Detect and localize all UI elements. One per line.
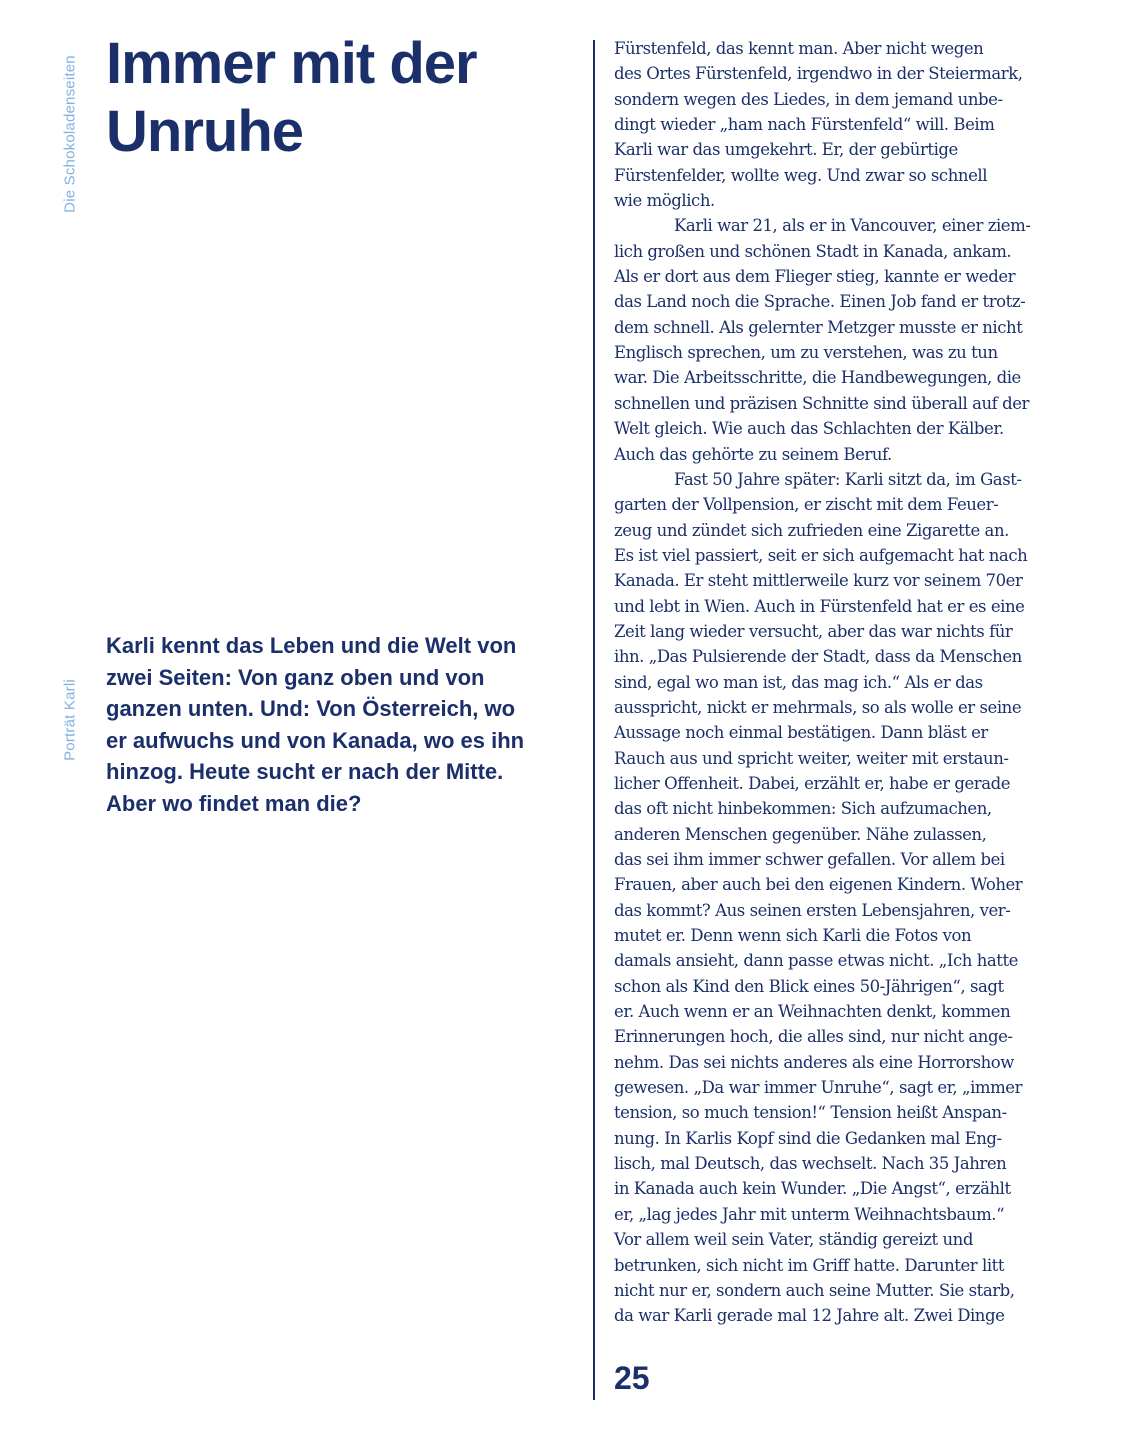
body-line: sind, egal wo man ist, das mag ich.“ Als er das	[614, 672, 983, 692]
body-line: zeug und zündet sich zufrieden eine Zigarette an.	[614, 520, 1009, 540]
body-line: nehm. Das sei nichts anderes als eine Horrorshow	[614, 1052, 1014, 1072]
body-line: dem schnell. Als gelernter Metzger musste er nicht	[614, 317, 1023, 337]
body-line: Fürstenfeld, das kennt man. Aber nicht wegen	[614, 39, 984, 58]
body-line: garten der Vollpension, er zischt mit dem Feuer-	[614, 495, 999, 515]
body-line: gewesen. „Da war immer Unruhe“, sagt er, „immer	[614, 1078, 1023, 1098]
lead-line: Karli kennt das Leben und die Welt von	[106, 633, 517, 658]
article-body	[614, 36, 1094, 1329]
body-line: Frauen, aber auch bei den eigenen Kindern. Woher	[614, 875, 1023, 895]
title-line-1: Immer mit der	[106, 31, 477, 96]
title-line-2: Unruhe	[106, 99, 303, 164]
body-line: schnellen und präzisen Schnitte sind überall auf der	[614, 393, 1029, 413]
body-line: ausspricht, nickt er mehrmals, so als wolle er seine	[614, 697, 1022, 717]
column-divider	[593, 40, 595, 1400]
page-title	[106, 30, 566, 166]
body-line: Als er dort aus dem Flieger stieg, kannte er weder	[614, 267, 1016, 287]
body-line: schon als Kind den Blick eines 50-Jährigen“, sagt	[614, 976, 1004, 996]
body-line: dingt wieder „ham nach Fürstenfeld“ will. Beim	[614, 115, 995, 135]
body-line: betrunken, sich nicht im Griff hatte. Darunter litt	[614, 1255, 1005, 1275]
body-line: Aussage noch einmal bestätigen. Dann bläst er	[614, 723, 988, 743]
body-line: sondern wegen des Liedes, in dem jemand unbe-	[614, 89, 1003, 109]
body-line: mutet er. Denn wenn sich Karli die Fotos von	[614, 926, 972, 946]
lead-line: ganzen unten. Und: Von Österreich, wo	[106, 696, 516, 721]
body-line: Es ist viel passiert, seit er sich aufgemacht hat nach	[614, 545, 1028, 565]
body-line: Auch das gehörte zu seinem Beruf.	[614, 444, 892, 464]
lead-line: zwei Seiten: Von ganz oben und von	[106, 664, 485, 690]
lead-line: Aber wo findet man die?	[106, 790, 362, 816]
section-label: Die Schokoladenseiten	[61, 55, 79, 213]
body-line: da war Karli gerade mal 12 Jahre alt. Zwei Dinge	[614, 1306, 1005, 1326]
body-line: nung. In Karlis Kopf sind die Gedanken mal Eng-	[614, 1128, 1002, 1148]
body-line: licher Offenheit. Dabei, erzählt er, habe er gerade	[614, 773, 1011, 793]
body-line: anderen Menschen gegenüber. Nähe zulassen,	[614, 824, 987, 844]
body-line: Karli war das umgekehrt. Er, der gebürtige	[614, 140, 958, 160]
body-line: und lebt in Wien. Auch in Fürstenfeld hat er es eine	[614, 596, 1025, 616]
body-line: Kanada. Er steht mittlerweile kurz vor seinem 70er	[614, 571, 1023, 591]
body-line: des Ortes Fürstenfeld, irgendwo in der Steiermark,	[614, 64, 1023, 84]
body-line: damals ansieht, dann passe etwas nicht. „Ich hatte	[614, 951, 1018, 971]
body-line: Zeit lang wieder versucht, aber das war nichts für	[614, 621, 1013, 641]
body-line: Karli war 21, als er in Vancouver, einer ziem-	[674, 216, 1031, 236]
body-line: nicht nur er, sondern auch seine Mutter. Sie starb,	[614, 1280, 1015, 1300]
page-number: 25	[614, 1360, 650, 1396]
body-line: in Kanada auch kein Wunder. „Die Angst“, erzählt	[614, 1179, 1011, 1199]
body-line: er. Auch wenn er an Weihnachten denkt, kommen	[614, 1002, 1011, 1022]
lead-line: hinzog. Heute sucht er nach der Mitte.	[106, 759, 504, 784]
body-line: er, „lag jedes Jahr mit unterm Weihnachtsbaum.“	[614, 1204, 1005, 1224]
lead-line: er aufwuchs und von Kanada, wo es ihn	[106, 727, 525, 753]
body-line: war. Die Arbeitsschritte, die Handbewegungen, die	[614, 368, 1021, 388]
body-line: Fast 50 Jahre später: Karli sitzt da, im Gast-	[674, 469, 1022, 489]
body-line: wie möglich.	[614, 191, 715, 211]
body-line: Vor allem weil sein Vater, ständig gereizt und	[614, 1230, 973, 1250]
body-line: das Land noch die Sprache. Einen Job fand er trotz-	[614, 292, 1026, 312]
body-line: tension, so much tension!“ Tension heißt Anspan-	[614, 1103, 1007, 1123]
article-label: Porträt Karli	[61, 679, 79, 761]
body-line: ihn. „Das Pulsierende der Stadt, dass da Menschen	[614, 647, 1022, 667]
lead-paragraph	[106, 630, 566, 819]
body-line: lisch, mal Deutsch, das wechselt. Nach 35 Jahren	[614, 1154, 1007, 1174]
body-line: lich großen und schönen Stadt in Kanada, ankam.	[614, 241, 1012, 261]
body-line: Fürstenfelder, wollte weg. Und zwar so schnell	[614, 165, 988, 185]
body-line: das sei ihm immer schwer gefallen. Vor allem bei	[614, 850, 1005, 869]
body-line: das oft nicht hinbekommen: Sich aufzumachen,	[614, 799, 992, 819]
body-line: Erinnerungen hoch, die alles sind, nur nicht ange-	[614, 1027, 1013, 1047]
body-line: Welt gleich. Wie auch das Schlachten der Kälber.	[614, 419, 1004, 439]
body-line: Englisch sprechen, um zu verstehen, was zu tun	[614, 343, 998, 363]
body-line: Rauch aus und spricht weiter, weiter mit erstaun-	[614, 748, 1009, 768]
body-line: das kommt? Aus seinen ersten Lebensjahren, ver-	[614, 900, 1011, 920]
